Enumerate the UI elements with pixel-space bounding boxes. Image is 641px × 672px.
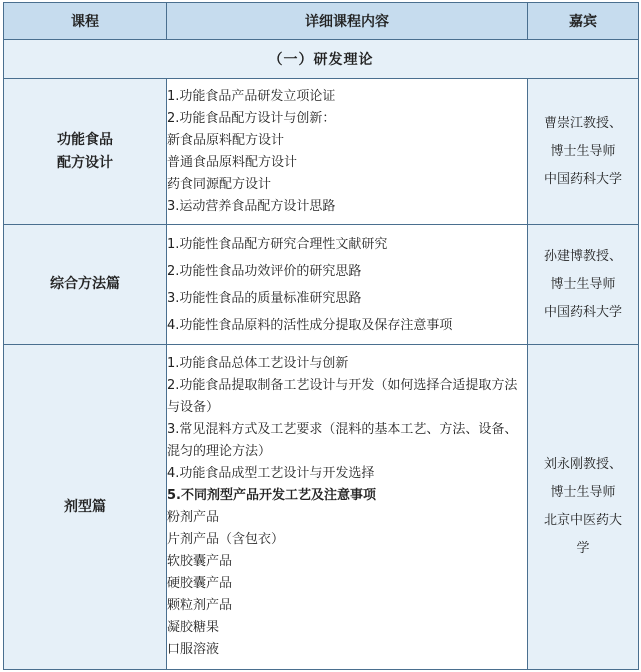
guest-cell (528, 79, 639, 225)
table-row (4, 345, 639, 670)
detail-line: 1.功能食品产品研发立项论证 (167, 88, 336, 104)
detail-line: 3.常见混料方式及工艺要求（混料的基本工艺、方法、设备、混匀的理论方法） (167, 422, 518, 459)
header-course: 课程 (4, 3, 167, 40)
guest-line: 博士生导师 (550, 276, 616, 292)
header-detail: 详细课程内容 (167, 3, 528, 40)
guest-line: 博士生导师 (550, 485, 616, 500)
detail-line: 3.功能性食品的质量标准研究思路 (167, 290, 362, 306)
course-cell (4, 345, 167, 670)
table-row (4, 225, 639, 345)
guest-line: 中国药科大学 (543, 304, 622, 320)
detail-line: 4.功能性食品原料的活性成分提取及保存注意事项 (167, 317, 453, 333)
guest-cell (528, 225, 639, 345)
guest-line: 学 (576, 541, 590, 556)
detail-line: 粉剂产品 (167, 510, 220, 525)
course-name-line: 剂型篇 (64, 498, 106, 515)
detail-line: 2.功能食品提取制备工艺设计与开发（如何选择合适提取方法与设备） (167, 378, 518, 415)
course-cell (4, 79, 167, 225)
detail-line: 2.功能性食品功效评价的研究思路 (167, 263, 362, 279)
header-guest: 嘉宾 (528, 3, 639, 40)
detail-line: 1.功能性食品配方研究合理性文献研究 (167, 236, 388, 252)
section-title: （一）研发理论 (4, 40, 639, 79)
detail-line: 口服溶液 (167, 642, 220, 657)
detail-line: 硬胶囊产品 (167, 576, 233, 591)
course-schedule-table (3, 2, 639, 670)
detail-cell (167, 345, 528, 670)
detail-line: 5.不同剂型产品开发工艺及注意事项 (167, 488, 376, 503)
course-name-line: 功能食品 (57, 131, 113, 148)
detail-line: 3.运动营养食品配方设计思路 (167, 198, 336, 214)
header-row (4, 3, 639, 40)
detail-cell (167, 225, 528, 345)
detail-line: 颗粒剂产品 (167, 598, 233, 613)
detail-line: 片剂产品（含包衣） (167, 532, 285, 547)
course-cell (4, 225, 167, 345)
guest-line: 中国药科大学 (543, 171, 622, 187)
detail-line: 凝胶糖果 (167, 620, 220, 635)
guest-line: 刘永刚教授、 (543, 457, 622, 472)
guest-cell (528, 345, 639, 670)
detail-line: 药食同源配方设计 (167, 176, 272, 192)
course-name-line: 综合方法篇 (50, 276, 120, 292)
guest-line: 曹崇江教授、 (543, 115, 622, 131)
course-name-line: 配方设计 (57, 154, 113, 171)
detail-line: 2.功能食品配方设计与创新： (167, 110, 336, 126)
guest-line: 北京中医药大 (543, 513, 622, 528)
detail-line: 新食品原料配方设计 (167, 132, 285, 148)
guest-line: 博士生导师 (550, 143, 616, 159)
detail-line: 1.功能食品总体工艺设计与创新 (167, 356, 349, 371)
guest-line: 孙建博教授、 (543, 248, 622, 264)
table-row (4, 79, 639, 225)
detail-line: 普通食品原料配方设计 (167, 154, 298, 170)
detail-line: 4.功能食品成型工艺设计与开发选择 (167, 466, 375, 481)
section-row (4, 40, 639, 79)
detail-line: 软胶囊产品 (167, 554, 233, 569)
detail-cell (167, 79, 528, 225)
